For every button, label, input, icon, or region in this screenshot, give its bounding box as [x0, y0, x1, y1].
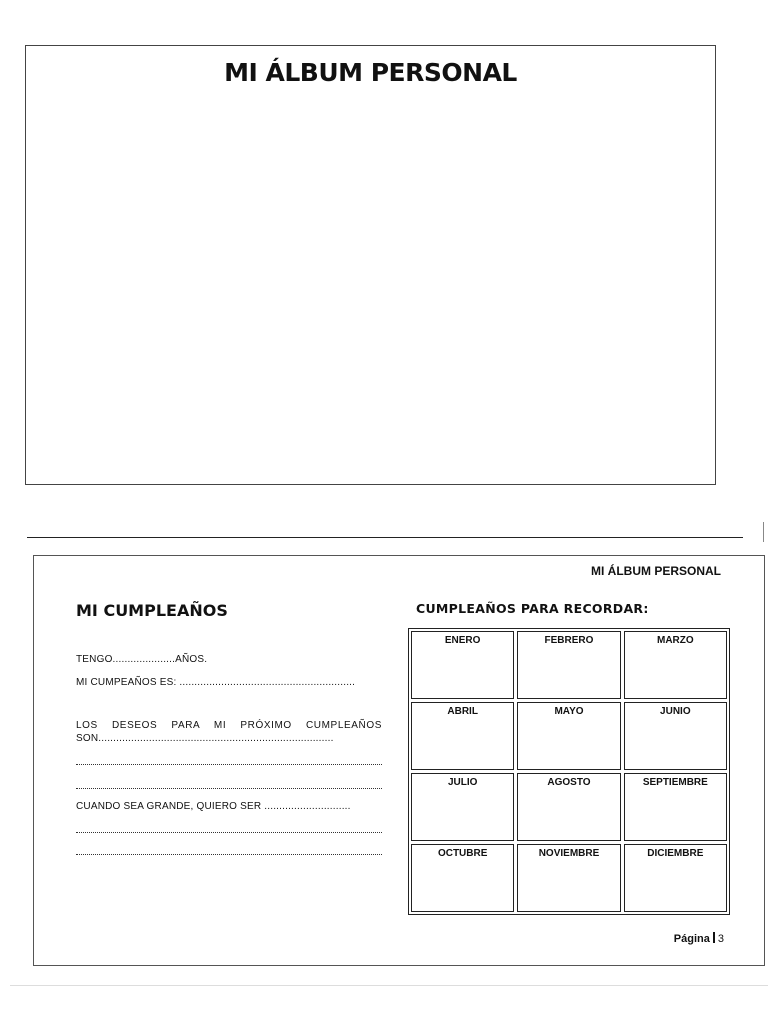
month-cell-julio: JULIO	[411, 773, 514, 841]
month-cell-marzo: MARZO	[624, 631, 727, 699]
page-separator	[27, 537, 743, 538]
album-title: MI ÁLBUM PERSONAL	[224, 58, 517, 87]
section-title-recordar: CUMPLEAÑOS PARA RECORDAR:	[416, 601, 649, 616]
month-cell-febrero: FEBRERO	[517, 631, 620, 699]
birthday-page	[33, 555, 765, 966]
dotted-line	[76, 832, 382, 833]
month-cell-octubre: OCTUBRE	[411, 844, 514, 912]
dotted-line	[76, 788, 382, 789]
album-cover-page	[25, 45, 716, 485]
month-cell-mayo: MAYO	[517, 702, 620, 770]
section-title-cumpleanos: MI CUMPLEAÑOS	[76, 601, 228, 620]
page-number	[674, 932, 724, 945]
dotted-line	[76, 764, 382, 765]
month-cell-septiembre: SEPTIEMBRE	[624, 773, 727, 841]
month-cell-junio: JUNIO	[624, 702, 727, 770]
page-number-label: Página	[673, 933, 710, 945]
month-cell-noviembre: NOVIEMBRE	[517, 844, 620, 912]
page-header: MI ÁLBUM PERSONAL	[591, 564, 721, 578]
month-cell-diciembre: DICIEMBRE	[624, 844, 727, 912]
form-line-deseos: LOS DESEOS PARA MI PRÓXIMO CUMPLEAÑOS	[76, 720, 382, 731]
footer-rule	[10, 985, 768, 986]
birthday-calendar-grid	[408, 628, 730, 915]
dotted-line	[76, 854, 382, 855]
month-cell-enero: ENERO	[411, 631, 514, 699]
form-line-grande: CUANDO SEA GRANDE, QUIERO SER .............................	[76, 801, 351, 812]
form-line-tengo: TENGO.....................AÑOS.	[76, 654, 208, 665]
month-cell-agosto: AGOSTO	[517, 773, 620, 841]
form-line-cumpleanos: MI CUMPEAÑOS ES: ...........................................................	[76, 677, 356, 688]
form-line-deseos-cont: SON...............................................................................	[76, 733, 334, 744]
page-number-divider	[713, 932, 715, 943]
month-cell-abril: ABRIL	[411, 702, 514, 770]
page-number-value: 3	[717, 933, 724, 945]
page-edge-mark	[763, 522, 764, 542]
